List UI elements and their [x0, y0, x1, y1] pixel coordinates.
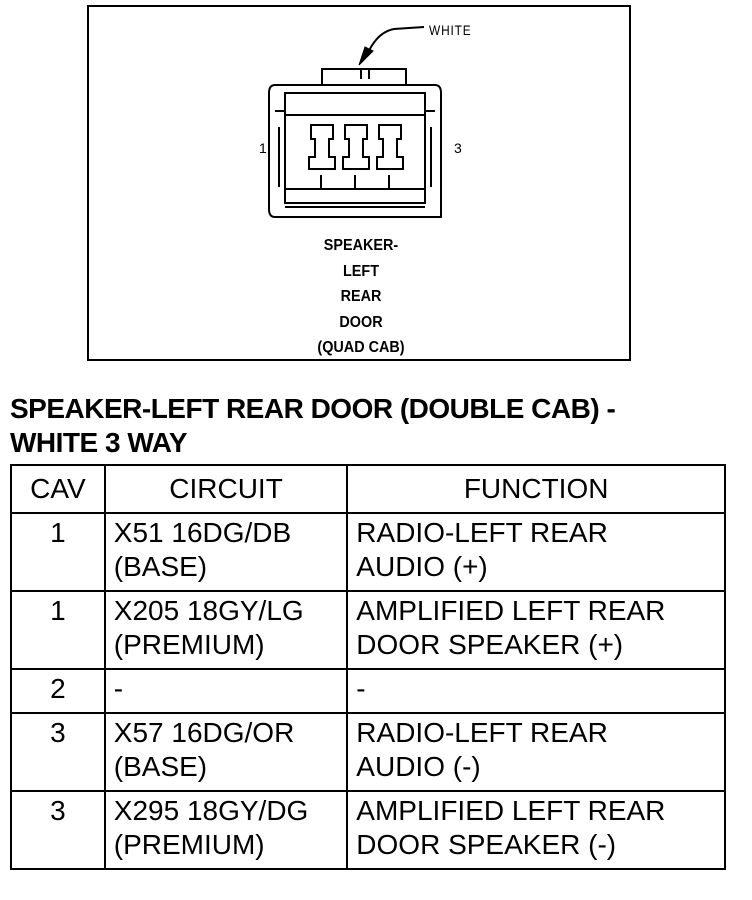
function-line: -: [356, 673, 366, 704]
table-row: [11, 713, 725, 791]
circuit-cell: [105, 591, 348, 669]
function-line: DOOR SPEAKER (+): [356, 629, 624, 660]
caption-line: REAR: [340, 288, 382, 305]
function-line: AUDIO (-): [356, 751, 481, 782]
circuit-line: X205 18GY/LG: [113, 595, 304, 626]
function-line: AMPLIFIED LEFT REAR: [356, 595, 666, 626]
circuit-cell: [105, 669, 348, 713]
table-header-row: [11, 465, 725, 513]
table-row: [11, 791, 725, 869]
table-row: [11, 513, 725, 591]
circuit-cell: [105, 713, 348, 791]
cav-cell: 1: [11, 591, 105, 669]
caption-line: (QUAD CAB): [317, 339, 405, 356]
pin-1-label: 1: [259, 140, 267, 156]
circuit-line: (PREMIUM): [113, 629, 265, 660]
caption-line: LEFT: [343, 262, 379, 280]
title-line: WHITE 3 WAY: [10, 427, 188, 458]
connector-diagram: [87, 5, 631, 361]
cav-cell: 3: [11, 791, 105, 869]
function-cell: [347, 591, 725, 669]
circuit-line: (BASE): [113, 751, 208, 782]
cav-cell: 2: [11, 669, 105, 713]
circuit-line: X295 18GY/DG: [113, 795, 309, 826]
pin-3-label: 3: [454, 140, 462, 156]
function-line: RADIO-LEFT REAR: [356, 717, 608, 748]
cav-cell: 3: [11, 713, 105, 791]
circuit-line: X51 16DG/DB: [113, 517, 292, 548]
connector-caption: [89, 233, 633, 361]
cav-cell: 1: [11, 513, 105, 591]
table-row: [11, 591, 725, 669]
function-line: RADIO-LEFT REAR: [356, 517, 608, 548]
circuit-line: -: [113, 673, 124, 704]
function-line: AUDIO (+): [356, 551, 488, 582]
function-cell: [347, 791, 725, 869]
function-cell: [347, 669, 725, 713]
table-row: [11, 669, 725, 713]
title-line: SPEAKER-LEFT REAR DOOR (DOUBLE CAB) -: [10, 393, 616, 424]
function-cell: [347, 713, 725, 791]
function-cell: [347, 513, 725, 591]
header-circuit: CIRCUIT: [105, 465, 348, 513]
circuit-cell: [105, 513, 348, 591]
connector-title: [10, 392, 730, 460]
circuit-line: X57 16DG/OR: [113, 717, 295, 748]
wire-color-label: WHITE: [429, 22, 472, 38]
header-function: FUNCTION: [347, 465, 725, 513]
header-cav: CAV: [11, 465, 105, 513]
function-line: AMPLIFIED LEFT REAR: [356, 795, 666, 826]
caption-line: DOOR: [339, 313, 383, 331]
function-line: DOOR SPEAKER (-): [356, 829, 617, 860]
circuit-line: (BASE): [113, 551, 208, 582]
circuit-line: (PREMIUM): [113, 829, 265, 860]
caption-line: SPEAKER-: [323, 237, 399, 254]
circuit-cell: [105, 791, 348, 869]
pinout-table: [10, 464, 726, 870]
